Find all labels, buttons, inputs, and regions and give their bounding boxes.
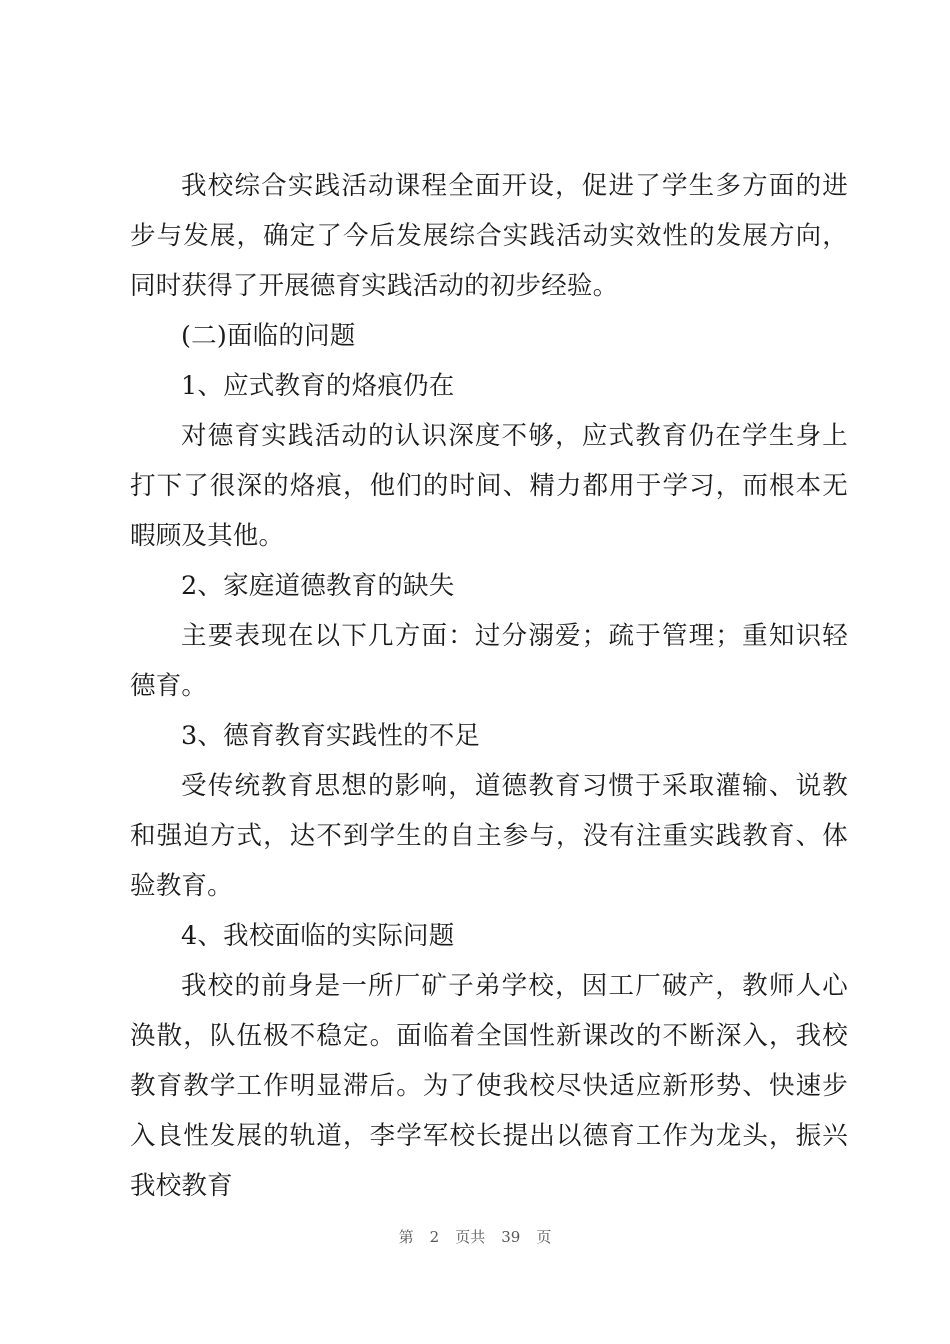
paragraph-4: 受传统教育思想的影响，道德教育习惯于采取灌输、说教和强迫方式，达不到学生的自主参与，没有注重实践教育、体验教育。 xyxy=(130,771,848,901)
subheading-4: 4、我校面临的实际问题 xyxy=(181,921,455,951)
subheading-3: 3、德育教育实践性的不足 xyxy=(181,721,481,751)
page-footer xyxy=(0,1226,950,1247)
footer-suffix: 页 xyxy=(536,1228,552,1246)
footer-middle: 页共 xyxy=(455,1228,486,1246)
document-body xyxy=(130,161,848,1211)
paragraph-1: 我校综合实践活动课程全面开设，促进了学生多方面的进步与发展，确定了今后发展综合实践活动实效性的发展方向，同时获得了开展德育实践活动的初步经验。 xyxy=(130,171,848,301)
paragraph-3: 主要表现在以下几方面：过分溺爱；疏于管理；重知识轻德育。 xyxy=(130,621,848,701)
subheading-2: 2、家庭道德教育的缺失 xyxy=(181,571,455,601)
footer-total-pages: 39 xyxy=(501,1228,521,1246)
paragraph-2: 对德育实践活动的认识深度不够，应式教育仍在学生身上打下了很深的烙痕，他们的时间、精力都用于学习，而根本无暇顾及其他。 xyxy=(130,421,848,551)
subheading-1: 1、应式教育的烙痕仍在 xyxy=(181,371,455,401)
paragraph-5: 我校的前身是一所厂矿子弟学校，因工厂破产，教师人心涣散，队伍极不稳定。面临着全国性新课改的不断深入，我校教育教学工作明显滞后。为了使我校尽快适应新形势、快速步入良性发展的轨道，李学军校长提出以德育工作为龙头，振兴我校教育 xyxy=(130,971,848,1201)
section-heading-problems: (二)面临的问题 xyxy=(181,321,356,351)
footer-prefix: 第 xyxy=(398,1228,414,1246)
footer-page-number: 2 xyxy=(429,1228,440,1246)
